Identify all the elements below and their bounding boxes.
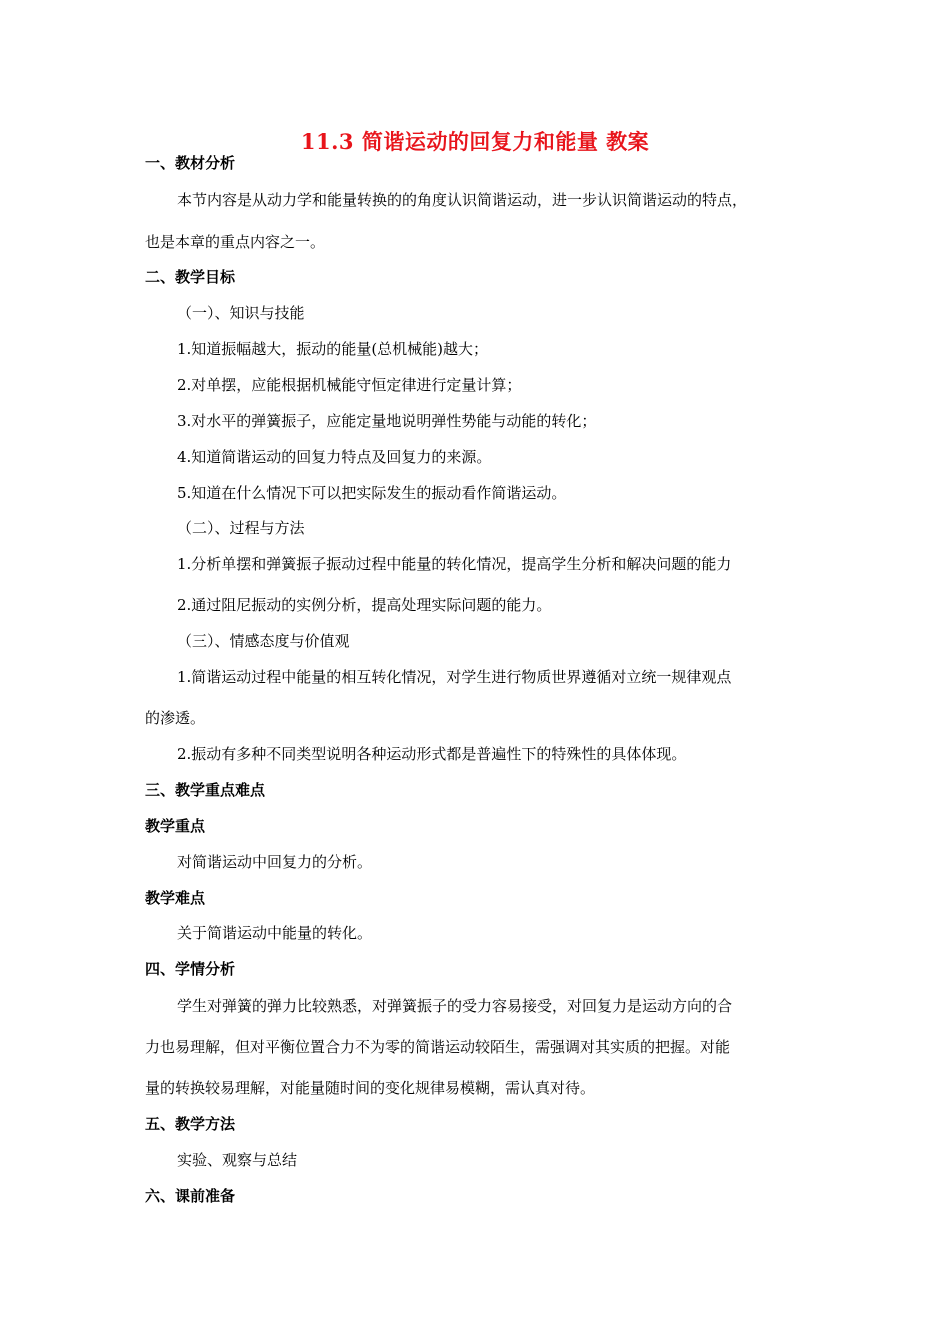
subsection-heading: （三）、情感态度与价值观 [177,632,350,650]
subheading-difficulties: 教学难点 [145,889,206,907]
section-heading-6: 六、课前准备 [145,1187,236,1205]
subheading-key-points: 教学重点 [145,817,206,835]
section-heading-5: 五、教学方法 [145,1115,236,1133]
subsection-heading: （一）、知识与技能 [177,304,305,322]
list-item: 5.知道在什么情况下可以把实际发生的振动看作简谐运动。 [177,484,567,502]
paragraph-line: 关于简谐运动中能量的转化。 [177,924,373,942]
section-heading-1: 一、教材分析 [145,154,236,172]
list-item: 1.简谐运动过程中能量的相互转化情况，对学生进行物质世界遵循对立统一规律观点 [177,668,732,686]
paragraph-line: 的渗透。 [145,709,206,727]
paragraph-line: 学生对弹簧的弹力比较熟悉，对弹簧振子的受力容易接受，对回复力是运动方向的合 [177,997,733,1015]
list-item: 2.对单摆，应能根据机械能守恒定律进行定量计算； [177,376,522,394]
subsection-heading: （二）、过程与方法 [177,519,305,537]
list-item: 4.知道简谐运动的回复力特点及回复力的来源。 [177,448,492,466]
paragraph-line: 实验、观察与总结 [177,1151,298,1169]
section-heading-3: 三、教学重点难点 [145,781,266,799]
list-item: 1.知道振幅越大，振动的能量(总机械能)越大； [177,340,489,358]
paragraph-line: 对简谐运动中回复力的分析。 [177,853,373,871]
paragraph-line: 本节内容是从动力学和能量转换的的角度认识简谐运动，进一步认识简谐运动的特点， [177,191,748,209]
section-heading-4: 四、学情分析 [145,960,236,978]
list-item: 2.通过阻尼振动的实例分析，提高处理实际问题的能力。 [177,596,552,614]
list-item: 3.对水平的弹簧振子，应能定量地说明弹性势能与动能的转化； [177,412,597,430]
document-title: 11.3 简谐运动的回复力和能量 教案 [300,129,650,154]
list-item: 1.分析单摆和弹簧振子振动过程中能量的转化情况，提高学生分析和解决问题的能力 [177,555,732,573]
paragraph-line: 也是本章的重点内容之一。 [145,233,326,251]
section-heading-2: 二、教学目标 [145,268,236,286]
list-item: 2.振动有多种不同类型说明各种运动形式都是普遍性下的特殊性的具体体现。 [177,745,687,763]
paragraph-line: 量的转换较易理解，对能量随时间的变化规律易模糊，需认真对待。 [145,1079,596,1097]
paragraph-line: 力也易理解，但对平衡位置合力不为零的简谐运动较陌生，需强调对其实质的把握。对能 [145,1038,731,1056]
